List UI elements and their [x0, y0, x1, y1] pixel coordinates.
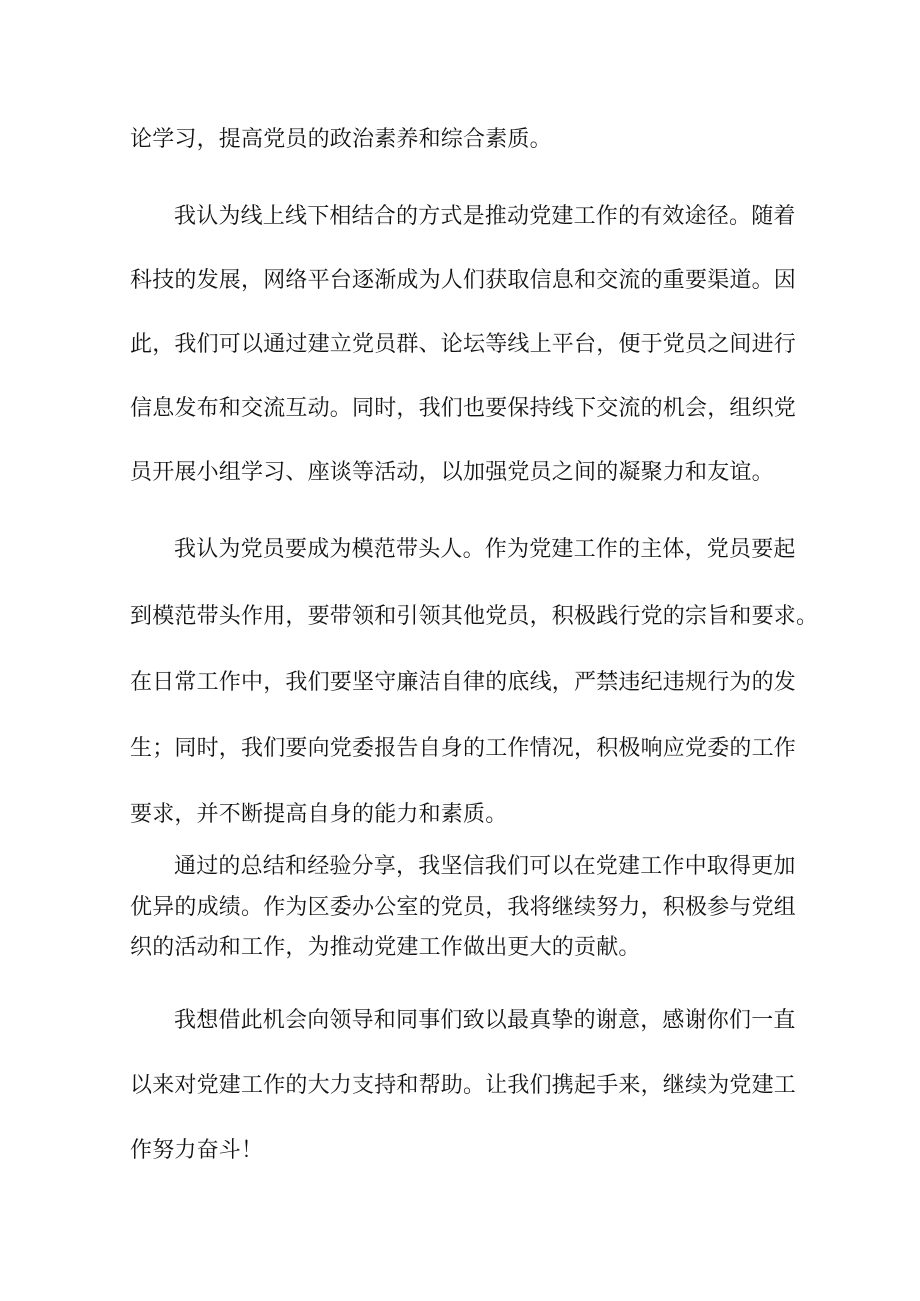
paragraph-4-line-3: 织的活动和工作，为推动党建工作做出更大的贡献。	[130, 935, 641, 960]
paragraph-5-line-3: 作努力奋斗！	[130, 1138, 264, 1163]
paragraph-2-line-4: 信息发布和交流互动。同时，我们也要保持线下交流的机会，组织党	[130, 396, 797, 421]
paragraph-4-line-1: 通过的总结和经验分享，我坚信我们可以在党建工作中取得更加	[174, 854, 796, 879]
paragraph-2-line-5: 员开展小组学习、座谈等活动，以加强党员之间的凝聚力和友谊。	[130, 460, 774, 485]
paragraph-3-line-1: 我认为党员要成为模范带头人。作为党建工作的主体，党员要起	[174, 537, 796, 562]
paragraph-3-line-3: 在日常工作中，我们要坚守廉洁自律的底线，严禁违纪违规行为的发	[130, 670, 797, 695]
paragraph-5-line-1: 我想借此机会向领导和同事们致以最真挚的谢意，感谢你们一直	[174, 1008, 796, 1033]
paragraph-3-line-2: 到模范带头作用，要带领和引领其他党员，积极践行党的宗旨和要求。	[130, 604, 819, 629]
paragraph-1-line-1: 论学习，提高党员的政治素养和综合素质。	[130, 127, 552, 152]
paragraph-2-line-3: 此，我们可以通过建立党员群、论坛等线上平台，便于党员之间进行	[130, 332, 797, 357]
paragraph-3-line-4: 生；同时，我们要向党委报告自身的工作情况，积极响应党委的工作	[130, 736, 797, 761]
paragraph-5-line-2: 以来对党建工作的大力支持和帮助。让我们携起手来，继续为党建工	[130, 1073, 797, 1098]
paragraph-3-line-5: 要求，并不断提高自身的能力和素质。	[130, 802, 508, 827]
paragraph-2-line-2: 科技的发展，网络平台逐渐成为人们获取信息和交流的重要渠道。因	[130, 268, 797, 293]
paragraph-2-line-1: 我认为线上线下相结合的方式是推动党建工作的有效途径。随着	[174, 204, 796, 229]
paragraph-4-line-2: 优异的成绩。作为区委办公室的党员，我将继续努力，积极参与党组	[130, 895, 797, 920]
